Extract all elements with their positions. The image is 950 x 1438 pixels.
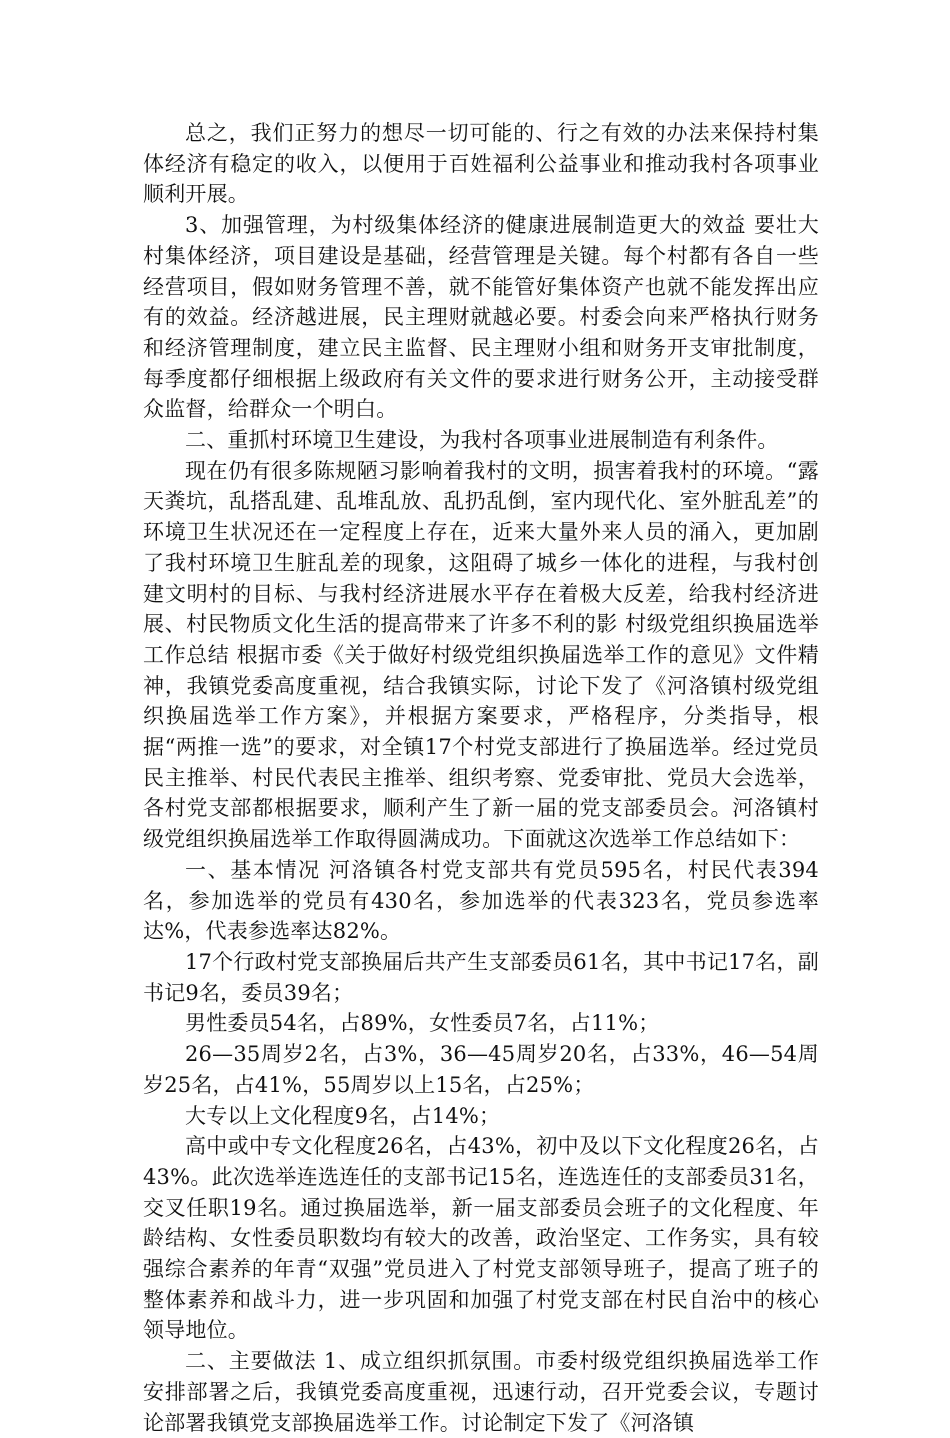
paragraph-summary: 总之，我们正努力的想尽一切可能的、行之有效的办法来保持村集体经济有稳定的收入，以便用于百姓福利公益事业和推动我村各项事业顺利开展。	[143, 121, 819, 207]
paragraph-gender-stats: 男性委员54名，占89%，女性委员7名，占11%；	[185, 1011, 660, 1036]
paragraph-management: 3、加强管理，为村级集体经济的健康进展制造更大的效益 要壮大村集体经济，项目建设是基础，经营管理是关键。每个村都有各自一些经营项目，假如财务管理不善，就不能管好集体资产也就不能发挥出应有的效益。经济越进展，民主理财就越必要。村委会向来严格执行财务和经济管理制度，建立民主监督、民主理财小组和财务开支审批制度，每季度都仔细根据上级政府有关文件的要求进行财务公开，主动接受群众监督，给群众一个明白。	[143, 213, 819, 422]
paragraph-main-practices: 二、主要做法 1、成立组织抓氛围。市委村级党组织换届选举工作安排部署之后，我镇党委高度重视，迅速行动，召开党委会议，专题讨论部署我镇党支部换届选举工作。讨论制定下发了《河洛镇	[143, 1349, 819, 1435]
paragraph-section-heading-environment: 二、重抓村环境卫生建设，为我村各项事业进展制造有利条件。	[185, 428, 779, 453]
paragraph-education-and-results: 高中或中专文化程度26名，占43%，初中及以下文化程度26名，占43%。此次选举连选连任的支部书记15名，连选连任的支部委员31名，交叉任职19名。通过换届选举，新一届支部委员会班子的文化程度、年龄结构、女性委员职数均有较大的改善，政治坚定、工作务实，具有较强综合素养的年青“双强”党员进入了村党支部领导班子，提高了班子的整体素养和战斗力，进一步巩固和加强了村党支部在村民自治中的核心领导地位。	[143, 1134, 819, 1343]
paragraph-basic-situation: 一、基本情况 河洛镇各村党支部共有党员595名，村民代表394名，参加选举的党员有430名，参加选举的代表323名，党员参选率达%，代表参选率达82%。	[143, 857, 819, 944]
paragraph-college-stats: 大专以上文化程度9名，占14%；	[185, 1103, 501, 1128]
document-body	[143, 118, 819, 1438]
paragraph-age-stats: 26—35周岁2名，占3%，36—45周岁20名，占33%，46—54周岁25名，占41%，55周岁以上15名，占25%；	[143, 1042, 819, 1097]
paragraph-committee-members: 17个行政村党支部换届后共产生支部委员61名，其中书记17名，副书记9名，委员39名；	[143, 949, 819, 1005]
paragraph-environment-and-election: 现在仍有很多陈规陋习影响着我村的文明，损害着我村的环境。“露天粪坑，乱搭乱建、乱堆乱放、乱扔乱倒，室内现代化、室外脏乱差”的环境卫生状况还在一定程度上存在，近来大量外来人员的涌入，更加剧了我村环境卫生脏乱差的现象，这阻碍了城乡一体化的进程，与我村创建文明村的目标、与我村经济进展水平存在着极大反差，给我村经济进展、村民物质文化生活的提高带来了许多不利的影 村级党组织换届选举工作总结 根据市委《关于做好村级党组织换届选举工作的意见》文件精神，我镇党委高度重视，结合我镇实际，讨论下发了《河洛镇村级党组织换届选举工作方案》，并根据方案要求，严格程序，分类指导，根据“两推一选”的要求，对全镇17个村党支部进行了换届选举。经过党员民主推举、村民代表民主推举、组织考察、党委审批、党员大会选举，各村党支部都根据要求，顺利产生了新一届的党支部委员会。河洛镇村级党组织换届选举工作取得圆满成功。下面就这次选举工作总结如下：	[143, 458, 819, 852]
